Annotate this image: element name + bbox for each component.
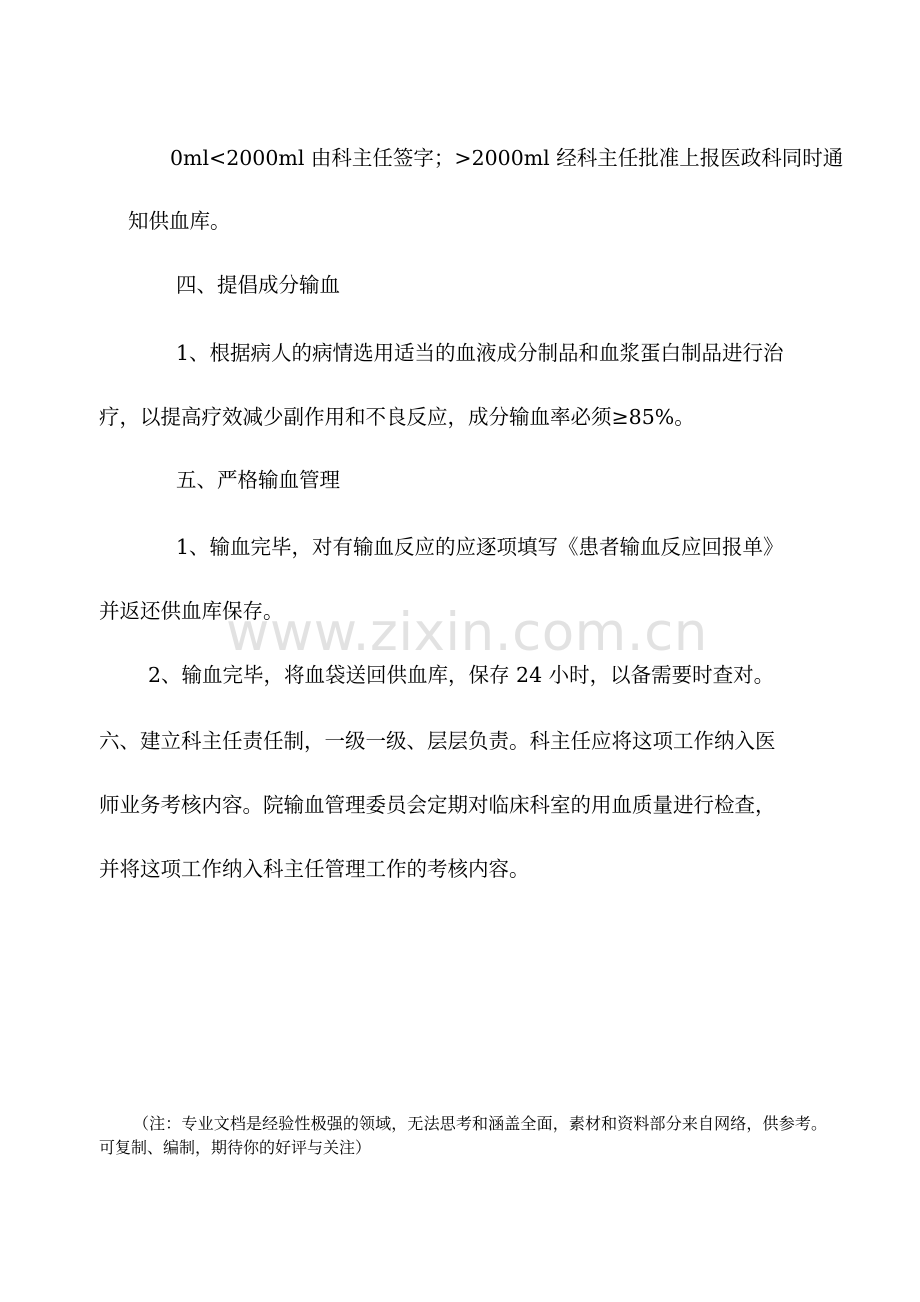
section-heading: 六、建立科主任责任制，一级一级、层层负责。科主任应将这项工作纳入医	[99, 729, 776, 753]
footnote: （注：专业文档是经验性极强的领域，无法思考和涵盖全面，素材和资料部分来自网络，供参考。可复制、编制，期待你的好评与关注）	[99, 1114, 827, 1157]
paragraph-line: 并将这项工作纳入科主任管理工作的考核内容。	[99, 857, 530, 881]
watermark: www.zixin.com.cn	[226, 602, 708, 663]
paragraph-line: 0ml<2000ml 由科主任签字；>2000ml 经科主任批准上报医政科同时通	[170, 146, 844, 170]
section-heading: 四、提倡成分输血	[176, 273, 340, 297]
paragraph-line: 2、输血完毕，将血袋送回供血库，保存 24 小时，以备需要时查对。	[148, 663, 775, 687]
paragraph-line: 疗，以提高疗效减少副作用和不良反应，成分输血率必须≥85%。	[99, 405, 695, 429]
paragraph-line: 并返还供血库保存。	[99, 599, 284, 623]
paragraph-line: 师业务考核内容。院输血管理委员会定期对临床科室的用血质量进行检查，	[99, 793, 776, 817]
paragraph-line: 1、输血完毕，对有输血反应的应逐项填写《患者输血反应回报单》	[176, 535, 784, 559]
paragraph-line: 知供血库。	[128, 209, 231, 233]
section-heading: 五、严格输血管理	[176, 468, 340, 492]
paragraph-line: 1、根据病人的病情选用适当的血液成分制品和血浆蛋白制品进行治	[176, 341, 784, 365]
